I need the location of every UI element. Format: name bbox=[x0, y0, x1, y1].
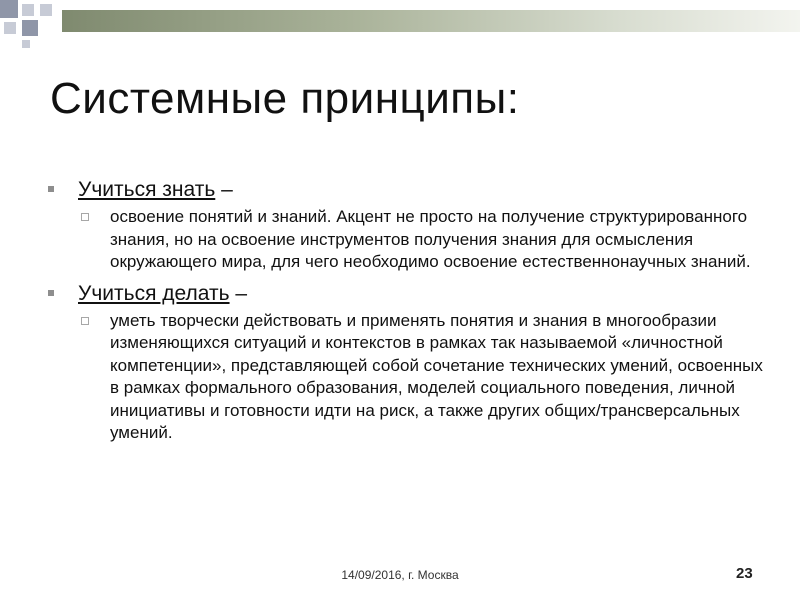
corner-square bbox=[22, 40, 30, 48]
corner-square bbox=[40, 4, 52, 16]
slide-content bbox=[48, 176, 768, 451]
square-bullet-icon bbox=[48, 290, 54, 296]
hollow-square-bullet-icon bbox=[81, 213, 89, 221]
bullet-dash: – bbox=[215, 178, 233, 201]
square-bullet-icon bbox=[48, 186, 54, 192]
corner-decoration bbox=[0, 0, 60, 50]
header-gradient-band bbox=[62, 10, 800, 32]
bullet-item-learn-to-know bbox=[48, 176, 768, 203]
bullet-item-learn-to-do bbox=[48, 280, 768, 307]
corner-square bbox=[22, 20, 38, 36]
sub-bullet-text: освоение понятий и знаний. Акцент не просто на получение структурированного знания, но на освоение инструментов получения знания для осмысления окружающего мира, для чего необходимо освоение естественнонаучных знаний. bbox=[110, 207, 751, 271]
corner-square bbox=[4, 22, 16, 34]
sub-bullet-item bbox=[80, 310, 768, 445]
hollow-square-bullet-icon bbox=[81, 317, 89, 325]
corner-square bbox=[0, 0, 18, 18]
bullet-dash: – bbox=[229, 281, 248, 305]
sub-bullet-text: уметь творчески действовать и применять понятия и знания в многообразии изменяющихся ситуаций и контекстов в рамках так называемой «личностной компетенции», представляющей собой сочетание технических умений, освоенных в рамках формального образования, моделей социального поведения, личной инициативы и готовности идти на риск, а также других общих/трансверсальных умений. bbox=[110, 310, 763, 442]
slide-title: Системные принципы: bbox=[50, 74, 520, 123]
bullet-heading: Учиться делать bbox=[78, 281, 230, 305]
bullet-heading: Учиться знать bbox=[78, 178, 216, 201]
footer-date-place: 14/09/2016, г. Москва bbox=[341, 568, 459, 582]
sub-bullet-item bbox=[80, 206, 768, 274]
page-number: 23 bbox=[736, 565, 753, 582]
corner-square bbox=[22, 4, 34, 16]
